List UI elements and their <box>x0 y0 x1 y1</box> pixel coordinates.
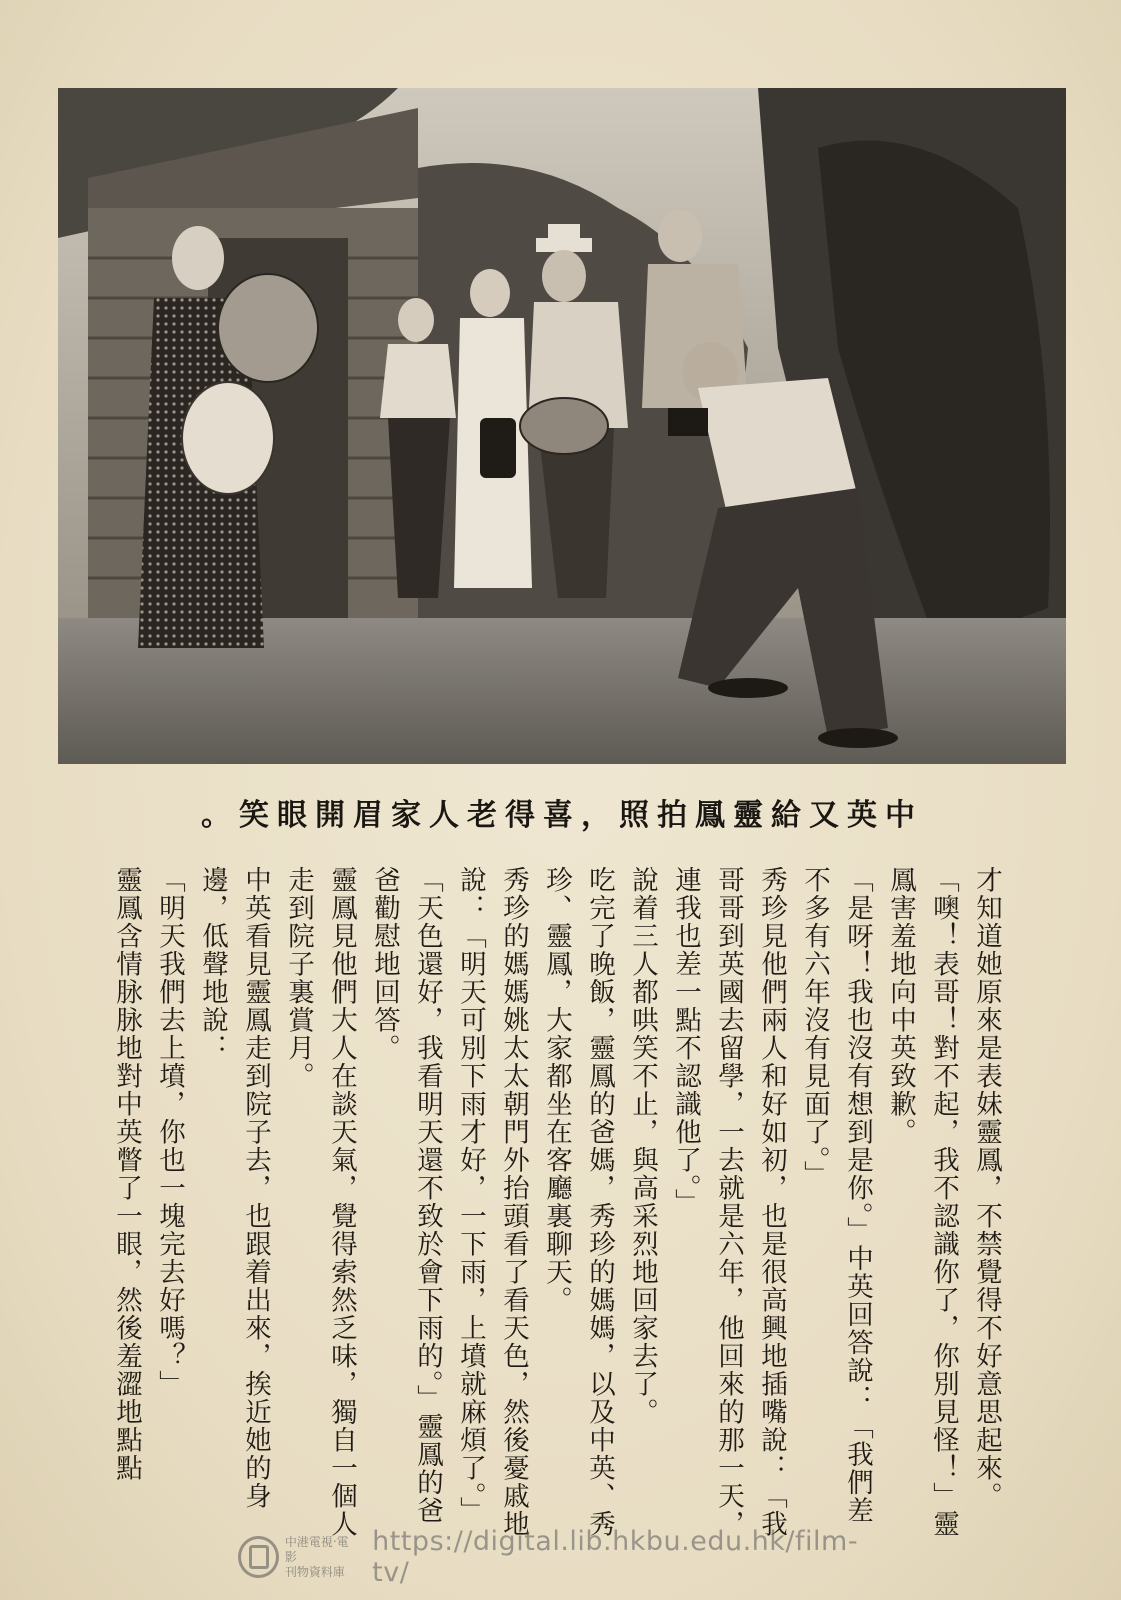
paragraph: 中英看見靈鳳走到院子去，也跟着出來，挨近她的身邊，低聲地說： <box>197 866 271 1510</box>
watermark-url[interactable]: https://digital.lib.hkbu.edu.hk/film-tv/ <box>372 1526 859 1588</box>
paragraph: 「天色還好，我看明天還不致於會下雨的。」靈鳳的爸爸勸慰地回答。 <box>369 866 443 1525</box>
paragraph: 靈鳳含情脉脉地對中英瞥了一眼，然後羞澀地點點 <box>111 866 142 1482</box>
watermark <box>238 1526 878 1588</box>
paragraph: 說着三人都哄笑不止，與高采烈地回家去了。 <box>627 866 658 1426</box>
paragraph: 吃完了晚飯，靈鳳的爸媽，秀珍的媽媽，以及中英、秀珍、靈鳳，大家都坐在客廳裏聊天。 <box>541 866 615 1538</box>
paragraph: 「是呀！我也沒有想到是你。」中英回答說：「我們差不多有六年沒有見面了。」 <box>799 866 873 1525</box>
watermark-label: 中港電視‧電影 刊物資料庫 <box>284 1534 349 1579</box>
article-body <box>96 866 1008 1546</box>
archive-logo-icon <box>238 1536 279 1578</box>
paragraph: 靈鳳見他們大人在談天氣，覺得索然乏味，獨自一個人走到院子裏賞月。 <box>283 866 357 1538</box>
paragraph: 「明天我們去上墳，你也一塊完去好嗎？」 <box>154 866 185 1398</box>
film-still-photo <box>58 88 1066 764</box>
paragraph: 才知道她原來是表妹靈鳳，不禁覺得不好意思起來。 <box>971 866 1002 1510</box>
paragraph: 「噢！表哥！對不起，我不認識你了，你別見怪！」靈鳳害羞地向中英致歉。 <box>885 866 959 1538</box>
photo-illustration <box>58 88 1066 764</box>
paragraph: 秀珍的媽媽姚太太朝門外抬頭看了看天色，然後憂戚地說：「明天可別下雨才好，一下雨，上墳就麻煩了。」 <box>455 866 529 1538</box>
photo-caption: 中英又給靈鳳拍照，喜得老人家眉開眼笑。 <box>201 798 923 833</box>
paragraph: 秀珍見他們兩人和好如初，也是很高興地插嘴說：「我哥哥到英國去留學，一去就是六年，他回來的那一天，連我也差一點不認識他了。」 <box>670 866 787 1538</box>
